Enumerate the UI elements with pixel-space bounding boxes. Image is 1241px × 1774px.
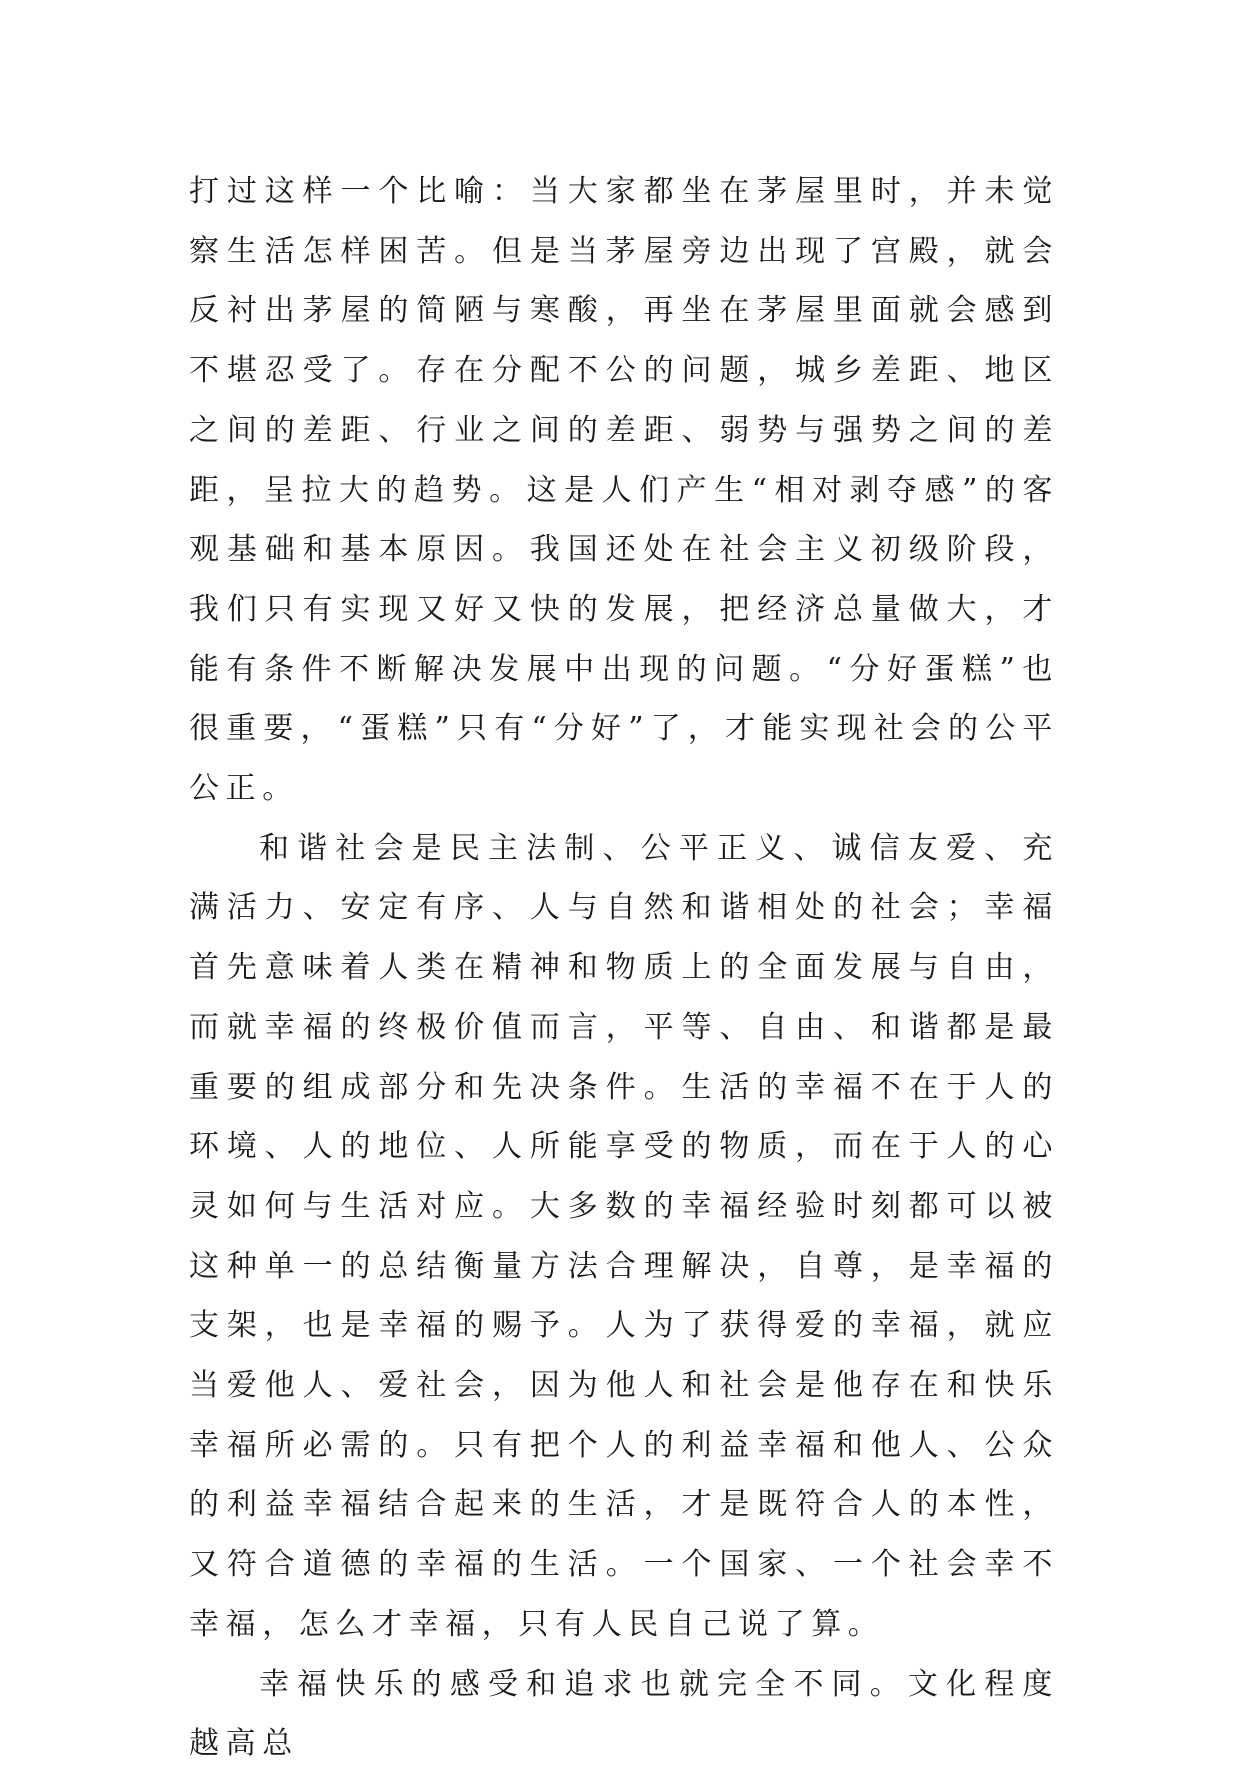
body-text <box>189 162 1059 1774</box>
paragraph-harmonious-society: 和谐社会是民主法制、公平正义、诚信友爱、充满活力、安定有序、人与自然和谐相处的社会；幸福首先意味着人类在精神和物质上的全面发展与自由，而就幸福的终极价值而言，平等、自由、和谐都是最重要的组成部分和先决条件。生活的幸福不在于人的环境、人的地位、人所能享受的物质，而在于人的心灵如何与生活对应。大多数的幸福经验时刻都可以被这种单一的总结衡量方法合理解决，自尊，是幸福的支架，也是幸福的赐予。人为了获得爱的幸福，就应当爱他人、爱社会，因为他人和社会是他存在和快乐幸福所必需的。只有把个人的利益幸福和他人、公众的利益幸福结合起来的生活，才是既符合人的本性，又符合道德的幸福的生活。一个国家、一个社会幸不幸福，怎么才幸福，只有人民自己说了算。 <box>189 830 1059 1642</box>
paragraph-continued: 打过这样一个比喻：当大家都坐在茅屋里时，并未觉察生活怎样困苦。但是当茅屋旁边出现了宫殿，就会反衬出茅屋的简陋与寒酸，再坐在茅屋里面就会感到不堪忍受了。存在分配不公的问题，城乡差距、地区之间的差距、行业之间的差距、弱势与强势之间的差距，呈拉大的趋势。这是人们产生“相对剥夺感”的客观基础和基本原因。我国还处在社会主义初级阶段，我们只有实现又好又快的发展，把经济总量做大，才能有条件不断解决发展中出现的问题。“分好蛋糕”也很重要，“蛋糕”只有“分好”了，才能实现社会的公平公正。 <box>189 174 1059 807</box>
paragraph-happiness-pursuit: 幸福快乐的感受和追求也就完全不同。文化程度越高总 <box>189 1666 1059 1762</box>
